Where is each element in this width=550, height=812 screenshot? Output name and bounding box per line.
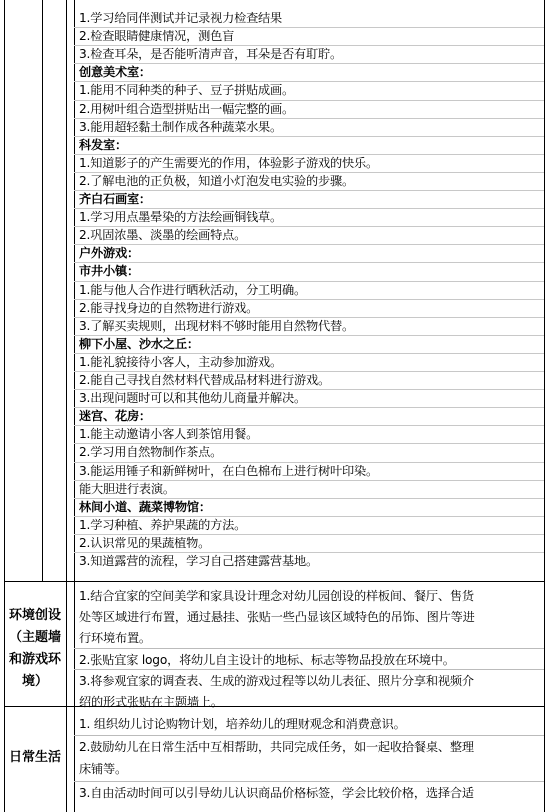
- environment-text-line: 绍的形式张贴在主题墙上。: [79, 695, 223, 709]
- goal-text-line: 2.能自己寻找自然材料代替成品材料进行游戏。: [79, 373, 330, 387]
- goal-text-line: 3.检查耳朵，是否能听清声音，耳朵是否有耵聍。: [79, 47, 342, 62]
- section-heading: 科发室：: [79, 137, 127, 152]
- section-heading: 市井小镇：: [79, 264, 139, 279]
- goal-text-line: 1.能与他人合作进行晒秋活动，分工明确。: [79, 282, 307, 297]
- environment-label-line: 和游戏环: [8, 652, 61, 667]
- daily-life-text-line: 床铺等。: [79, 762, 127, 776]
- daily-life-label: 日常生活: [8, 750, 61, 765]
- row-divider: [74, 735, 544, 736]
- goal-text-line: 2.巩固浓墨、淡墨的绘画特点。: [79, 228, 247, 243]
- goal-text-line: 3.了解买卖规则，出现材料不够时能用自然物代替。: [79, 318, 354, 333]
- goal-text-line: 1.能用不同种类的种子、豆子拼贴成画。: [79, 83, 295, 98]
- goal-text-line: 3.知道露营的流程，学习自己搭建露营基地。: [79, 554, 318, 568]
- goal-text-line: 1.学习种植、养护果蔬的方法。: [79, 517, 247, 532]
- section-heading: 齐白石画室：: [79, 192, 151, 206]
- goal-text-line: 2.检查眼睛健康情况，测色盲: [79, 29, 235, 44]
- goal-text-line: 1.学习用点墨晕染的方法绘画铜钱草。: [79, 210, 283, 225]
- row-divider: [74, 781, 544, 782]
- goal-text-line: 1.能礼貌接待小客人，主动参加游戏。: [79, 354, 283, 369]
- row-divider: [74, 648, 544, 649]
- environment-text-line: 3.将参观宜家的调查表、生成的游戏过程等以幼儿表征、照片分享和视频介: [79, 674, 474, 688]
- goal-text-line: 1.能主动邀请小客人到茶馆用餐。: [79, 427, 259, 442]
- goal-text-line: 3.出现问题时可以和其他幼儿商量并解决。: [79, 391, 307, 406]
- section-heading: 迷宫、花房：: [79, 409, 151, 424]
- goal-text-line: 3.能用超轻黏土制作成各种蔬菜水果。: [79, 119, 283, 134]
- goal-text-line: 2.用树叶组合造型拼贴出一幅完整的画。: [79, 101, 295, 116]
- inner-column-divider: [42, 0, 43, 581]
- goal-text-line: 能大胆进行表演。: [79, 481, 175, 496]
- environment-text-line: 行环境布置。: [79, 631, 151, 645]
- daily-life-text-line: 2.鼓励幼儿在日常生活中互相帮助，共同完成任务，如一起收拾餐桌、整理: [79, 740, 474, 754]
- goal-text-line: 2.学习用自然物制作茶点。: [79, 445, 223, 460]
- section-heading: 林间小道、蔬菜博物馆：: [79, 499, 211, 514]
- daily-life-text-line: 3.自由活动时间可以引导幼儿认识商品价格标签，学会比较价格，选择合适: [79, 786, 474, 800]
- section-heading: 柳下小屋、沙水之丘：: [79, 336, 199, 351]
- environment-text-line: 处等区域进行布置，通过悬挂、张贴一些凸显该区域特色的吊饰、图片等进: [79, 610, 475, 624]
- environment-text-line: 2.张贴宜家 logo，将幼儿自主设计的地标、标志等物品投放在环境中。: [79, 653, 455, 667]
- goal-text-line: 2.认识常见的果蔬植物。: [79, 535, 211, 550]
- environment-label-line: 环境创设: [8, 608, 61, 623]
- content-column-divider: [74, 0, 75, 812]
- environment-text-line: 1.结合宜家的空间美学和家具设计理念对幼儿园创设的样板间、餐厅、售货: [79, 589, 474, 603]
- goal-text-line: 1.知道影子的产生需要光的作用，体验影子游戏的快乐。: [79, 155, 378, 170]
- row-divider: [74, 262, 544, 263]
- section-heading: 户外游戏：: [79, 246, 139, 261]
- goal-text-line: 1.学习给同伴测试并记录视力检查结果: [79, 11, 283, 25]
- section-heading: 创意美术室：: [79, 65, 151, 80]
- section-divider-1: [4, 581, 544, 582]
- environment-label-line: 境）: [21, 674, 48, 689]
- row-divider: [74, 669, 544, 670]
- goal-text-line: 3.能运用锤子和新鲜树叶，在白色棉布上进行树叶印染。: [79, 463, 378, 478]
- goal-text-line: 2.能寻找身边的自然物进行游戏。: [79, 300, 259, 315]
- goal-text-line: 2.了解电池的正负极，知道小灯泡发电实验的步骤。: [79, 173, 354, 188]
- daily-life-text-line: 1. 组织幼儿讨论购物计划，培养幼儿的理财观念和消费意识。: [79, 717, 406, 731]
- environment-label-line: （主题墙: [8, 630, 61, 645]
